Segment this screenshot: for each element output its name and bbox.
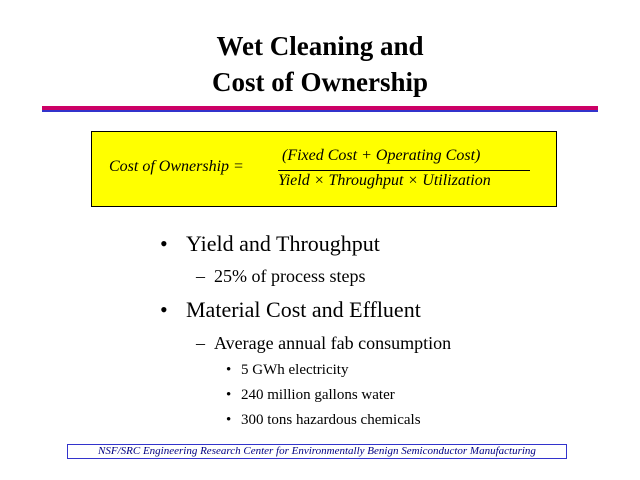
bullet-marker: • [160, 297, 168, 322]
footer-banner: NSF/SRC Engineering Research Center for Environmentally Benign Semiconductor Manufacturing [67, 444, 567, 459]
formula-box [91, 131, 557, 207]
title-line-2: Cost of Ownership [211, 67, 428, 97]
sub-sub-bullet-item [226, 362, 348, 379]
bullet-marker: • [226, 362, 232, 378]
formula-lhs: Cost of Ownership = [109, 158, 244, 175]
bullet-marker: • [226, 412, 232, 428]
fraction-bar [278, 170, 530, 171]
bullet-marker: • [160, 231, 168, 256]
bullet-water: 240 million gallons water [241, 387, 395, 403]
title-line-1: Wet Cleaning and [216, 31, 424, 61]
sub-sub-bullet-item [226, 387, 395, 404]
bullet-annual-consumption: Average annual fab consumption [214, 333, 452, 353]
dash-marker: – [196, 266, 205, 286]
formula-numerator: (Fixed Cost + Operating Cost) [282, 147, 481, 164]
sub-bullet-item [196, 333, 451, 354]
bullet-material-cost: Material Cost and Effluent [186, 297, 421, 322]
bullet-yield-throughput: Yield and Throughput [186, 231, 380, 256]
bullet-process-steps: 25% of process steps [214, 266, 366, 286]
bullet-item [160, 297, 421, 323]
sub-bullet-item [196, 266, 365, 287]
bullet-chemicals: 300 tons hazardous chemicals [241, 412, 421, 428]
bullet-item [160, 231, 380, 257]
formula-denominator: Yield × Throughput × Utilization [278, 172, 491, 189]
title-divider [42, 106, 598, 112]
sub-sub-bullet-item [226, 412, 421, 429]
dash-marker: – [196, 333, 205, 353]
bullet-electricity: 5 GWh electricity [241, 362, 349, 378]
slide-title [0, 28, 640, 100]
bullet-marker: • [226, 387, 232, 403]
